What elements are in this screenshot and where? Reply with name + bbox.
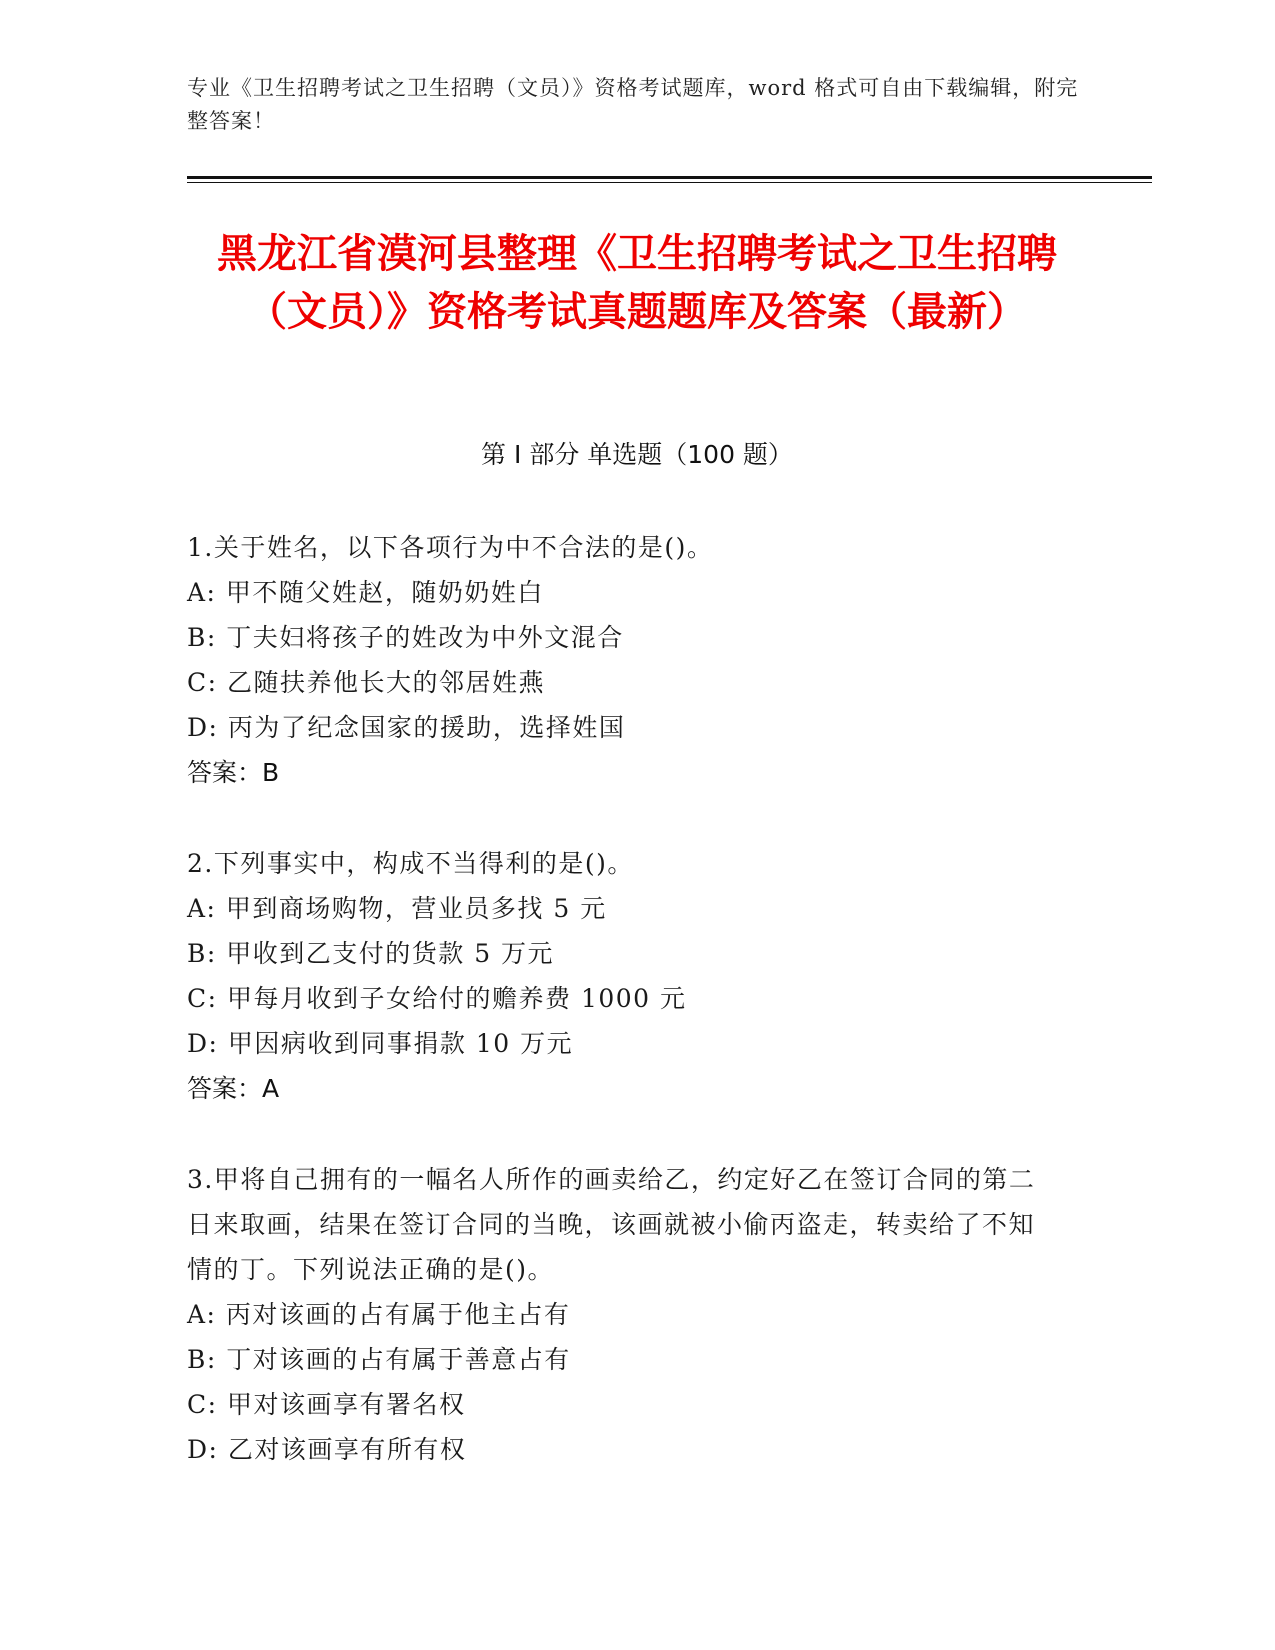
question-1 [187, 525, 1087, 795]
option-d: D: 甲因病收到同事捐款 10 万元 [187, 1029, 574, 1058]
question-3 [187, 1157, 1087, 1472]
header-note: 专业《卫生招聘考试之卫生招聘（文员）》资格考试题库，word 格式可自由下载编辑，附完整答案！ [187, 76, 1079, 133]
option-d: D: 乙对该画享有所有权 [187, 1435, 467, 1464]
option-d: D: 丙为了纪念国家的援助，选择姓国 [187, 713, 626, 742]
question-stem: 3.甲将自己拥有的一幅名人所作的画卖给乙，约定好乙在签订合同的第二日来取画，结果在签订合同的当晚，该画就被小偷丙盗走，转卖给了不知情的丁。下列说法正确的是()。 [187, 1165, 1036, 1284]
question-list [187, 525, 1087, 1518]
section-title: 第 I 部分 单选题（100 题） [481, 440, 793, 469]
option-a: A: 甲不随父姓赵，随奶奶姓白 [187, 578, 544, 607]
option-b: B: 丁对该画的占有属于善意占有 [187, 1345, 571, 1374]
answer: 答案：B [187, 758, 280, 787]
option-c: C: 乙随扶养他长大的邻居姓燕 [187, 668, 545, 697]
answer: 答案：A [187, 1074, 280, 1103]
option-c: C: 甲每月收到子女给付的赡养费 1000 元 [187, 984, 687, 1013]
option-b: B: 丁夫妇将孩子的姓改为中外文混合 [187, 623, 624, 652]
document-title: 黑龙江省漠河县整理《卫生招聘考试之卫生招聘（文员）》资格考试真题题库及答案（最新） [217, 231, 1057, 335]
header-rule-thin [187, 182, 1152, 183]
option-a: A: 甲到商场购物，营业员多找 5 元 [187, 894, 607, 923]
question-stem: 2.下列事实中，构成不当得利的是()。 [187, 849, 634, 878]
option-a: A: 丙对该画的占有属于他主占有 [187, 1300, 571, 1329]
option-c: C: 甲对该画享有署名权 [187, 1390, 466, 1419]
question-stem: 1.关于姓名，以下各项行为中不合法的是()。 [187, 533, 714, 562]
header-rule-thick [187, 176, 1152, 179]
question-2 [187, 841, 1087, 1111]
option-b: B: 甲收到乙支付的货款 5 万元 [187, 939, 555, 968]
